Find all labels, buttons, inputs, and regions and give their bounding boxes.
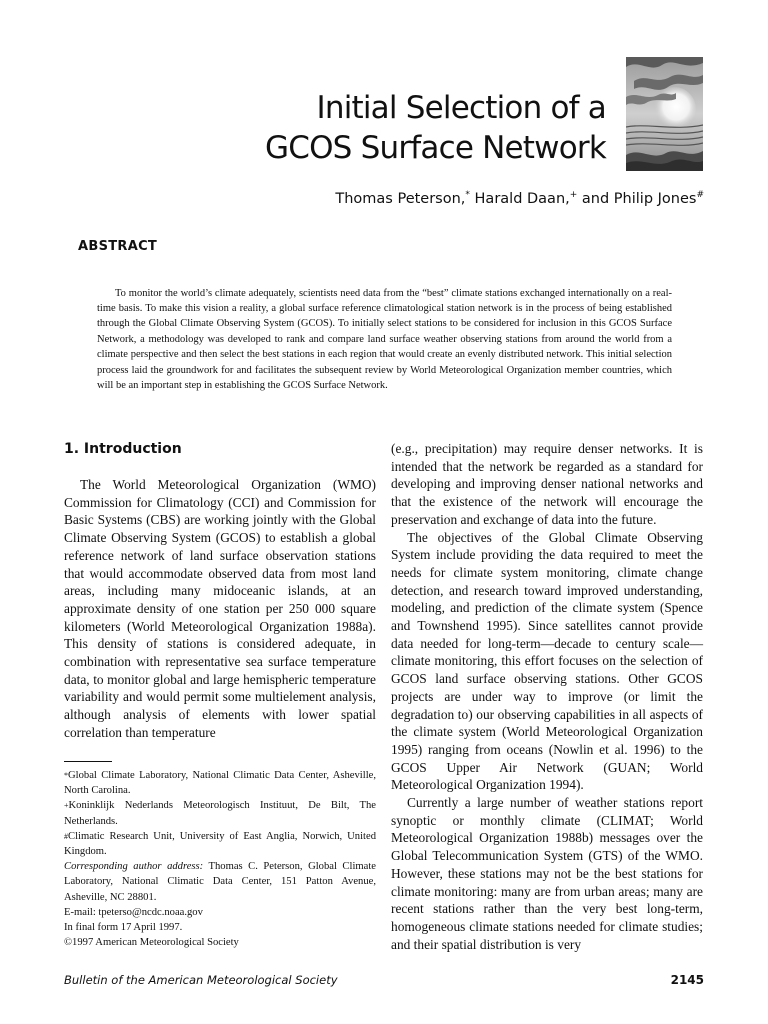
abstract-text: To monitor the world’s climate adequately, scientists need data from the “best” climate stations exchanged internationally on a real-time basis. To make this vision a reality, a global surface reference climatological station network is in the process of being established through the Global Climate Observing System (GCOS). To initially select stations to be considered for inclusion in this GCOS Surface Network, a methodology was developed to rank and compare land surface weather observing stations from around the world from a climate perspective and then select the best stations in each region that would create an evenly distributed network. This initial selection process laid the groundwork for and facilitates the subsequent review by World Meteorological Organization member countries, which will be an important step in establishing the GCOS Surface Network. [97, 287, 672, 391]
footnote-mark: # [64, 831, 68, 841]
footnotes [64, 768, 376, 950]
intro-paragraph-1: The World Meteorological Organization (WMO) Commission for Climatology (CCI) and Commission for Basic Systems (CBS) are working jointly with the Global Climate Observing System (GCOS) to establish a global reference network of land surface observation stations that would accommodate observed data from most land areas, including many midoceanic islands, at an approximate density of one station per 250 000 square kilometers (World Meteorological Organization 1988a). This density of stations is considered adequate, in combination with representative sea surface temperature data, to monitor global and large hemispheric temperature variability and would permit some multielement analysis, although analysis of elements with lower spatial correlation than temperature [64, 477, 376, 740]
page-number: 2145 [670, 973, 704, 987]
intro-paragraph-3: Currently a large number of weather stations report synoptic or monthly climate (CLIMAT; World Meteorological Organization 1988b) messages over the Global Telecommunication System (GTS) of the WMO. However, these stations may not be the best stations for climate monitoring: many are from urban areas; many are recent stations rather than the very best long-term, homogeneous climate stations needed for climate studies; and their spatial distribution is very [391, 795, 703, 952]
final-form-date: In final form 17 April 1997. [64, 922, 183, 934]
corresponding-author [64, 859, 376, 905]
abstract-heading: ABSTRACT [78, 239, 158, 254]
footnote-text: Global Climate Laboratory, National Climatic Data Center, Asheville, North Carolina. [64, 770, 376, 797]
author-line [335, 190, 704, 207]
footnote-text: Climatic Research Unit, University of East Anglia, Norwich, United Kingdom. [64, 830, 376, 858]
section-heading-introduction: 1. Introduction [64, 441, 182, 457]
author-1-mark: * [465, 190, 470, 200]
author-1: Thomas Peterson, [335, 190, 466, 207]
footnote-affiliation-3 [64, 829, 376, 859]
title-line-1: Initial Selection of a [316, 90, 606, 126]
footnote-mark: * [64, 771, 68, 780]
intro-paragraph-continued: (e.g., precipitation) may require denser networks. It is intended that the network be regarded as a standard for developing and improving denser national networks and that the existence of the network will encourage the preservation and exchange of data into the future. [391, 441, 703, 527]
intro-paragraph-2: The objectives of the Global Climate Observing System include providing the data required to meet the needs for climate system monitoring, climate change detection, and research toward improved understanding, modeling, and prediction of the climate system (Spence and Townshend 1995). Since satellites cannot provide data needed for long-term—decade to century scale—climate monitoring, this effort focuses on the selection of GCOS land surface observing stations. Other GCOS projects are under way to improve (or limit the degradation to) our observing capabilities in all aspects of the climate system (World Meteorological Organization 1995) ranging from oceans (Nowlin et al. 1996) to the GCOS Upper Air Network (GUAN; World Meteorological Organization 1994). [391, 529, 703, 793]
clouds-sun-waves-icon [626, 57, 703, 171]
author-3: and Philip Jones [581, 190, 697, 207]
corresponding-address: Thomas C. Peterson, Global Climate Laboratory, National Climatic Data Center, 151 Patton Avenue, Asheville, NC 28801. [64, 861, 376, 903]
article-title [265, 88, 606, 168]
author-2: Harald Daan, [474, 190, 570, 207]
title-line-2: GCOS Surface Network [265, 130, 606, 166]
footnote-affiliation-2 [64, 798, 376, 828]
copyright-notice: ©1997 American Meteorological Society [64, 937, 239, 949]
footnote-divider [64, 761, 112, 762]
left-column [64, 440, 376, 742]
footnote-mark: + [64, 801, 69, 811]
journal-name: Bulletin of the American Meteorological Society [64, 973, 338, 987]
author-3-mark: # [696, 190, 704, 200]
footnote-affiliation-1 [64, 768, 376, 798]
corresponding-label: Corresponding author address: [64, 861, 204, 873]
footnote-text: Koninklijk Nederlands Meteorologisch Instituut, De Bilt, The Netherlands. [64, 800, 376, 827]
author-email: E-mail: tpeterso@ncdc.noaa.gov [64, 906, 203, 918]
author-2-mark: + [569, 190, 578, 200]
right-column [391, 440, 703, 953]
